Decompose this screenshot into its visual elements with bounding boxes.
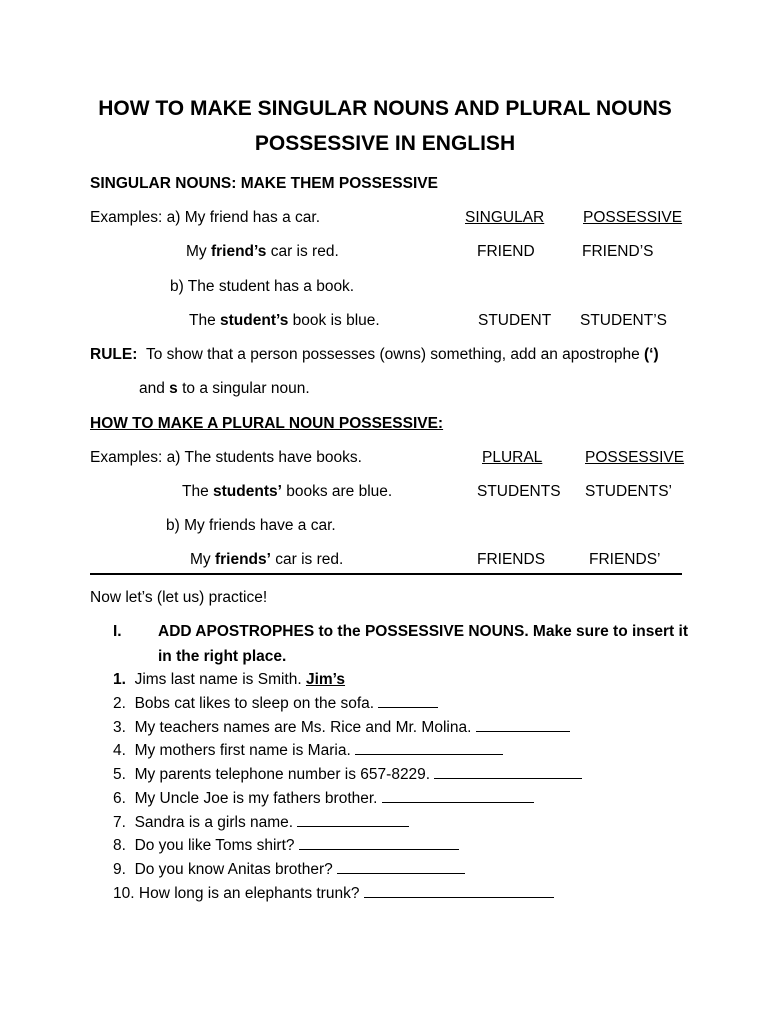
exercise-item xyxy=(113,717,570,738)
text-segment: books are blue. xyxy=(281,483,393,500)
text-segment: My xyxy=(190,551,215,568)
text-segment: The xyxy=(189,312,221,329)
possessive-column-header: POSSESSIVE xyxy=(583,209,683,226)
singular-cell: STUDENT xyxy=(478,312,552,329)
apostrophe-symbol: (‘) xyxy=(644,346,659,363)
singular-heading: SINGULAR NOUNS: MAKE THEM POSSESSIVE xyxy=(90,175,438,192)
rule-label: RULE: xyxy=(90,346,138,363)
plural-column-header: PLURAL xyxy=(482,449,543,466)
exercise-item xyxy=(113,859,465,880)
exercise-item xyxy=(113,740,503,761)
item-text: My mothers first name is Maria. xyxy=(134,742,356,759)
item-text: Bobs cat likes to sleep on the sofa. xyxy=(134,695,379,712)
answer-blank[interactable] xyxy=(382,788,534,803)
rule-line-1 xyxy=(90,345,659,365)
text-segment: car is red. xyxy=(270,551,344,568)
plural-example-b-sentence xyxy=(190,550,343,570)
section-number: I. xyxy=(113,623,122,640)
rule-line-2 xyxy=(139,379,310,399)
item-text: How long is an elephants trunk? xyxy=(138,885,364,902)
exercise-item xyxy=(113,693,438,714)
plural-example-b: b) My friends have a car. xyxy=(166,517,336,534)
text-segment: book is blue. xyxy=(288,312,380,329)
plural-example-a: Examples: a) The students have books. xyxy=(90,449,362,466)
item-text: My teachers names are Ms. Rice and Mr. Molina. xyxy=(134,719,476,736)
singular-example-b: b) The student has a book. xyxy=(170,278,355,295)
letter-s: s xyxy=(169,380,178,397)
exercise-item xyxy=(113,812,409,833)
item-number: 5. xyxy=(113,766,126,783)
answer-blank[interactable] xyxy=(337,859,465,874)
page-subtitle: POSSESSIVE IN ENGLISH xyxy=(254,132,516,155)
plural-cell: STUDENTS xyxy=(477,483,561,500)
possessive-word: friends’ xyxy=(214,551,271,568)
answer-blank[interactable] xyxy=(355,740,503,755)
possessive-cell: FRIEND’S xyxy=(582,243,654,260)
text-segment: My xyxy=(186,243,211,260)
plural-cell: FRIENDS xyxy=(477,551,546,568)
possessive-cell: STUDENTS’ xyxy=(585,483,672,500)
item-number: 4. xyxy=(113,742,126,759)
possessive-word: student’s xyxy=(220,312,289,329)
exercise-item xyxy=(113,788,534,809)
item-text: My Uncle Joe is my fathers brother. xyxy=(134,790,382,807)
item-number: 7. xyxy=(113,814,126,831)
item-number: 9. xyxy=(113,861,126,878)
singular-example-a-sentence xyxy=(186,242,339,262)
exercise-item xyxy=(113,764,582,785)
answer-blank[interactable] xyxy=(476,717,570,732)
text-segment: The xyxy=(182,483,214,500)
exercise-item xyxy=(113,670,345,690)
possessive-cell: FRIENDS’ xyxy=(589,551,661,568)
practice-intro: Now let’s (let us) practice! xyxy=(90,589,268,606)
page-title: HOW TO MAKE SINGULAR NOUNS AND PLURAL NOUNS xyxy=(98,97,672,120)
example-answer: Jim’s xyxy=(305,671,346,688)
singular-example-b-sentence xyxy=(189,311,380,331)
section-title-continued: in the right place. xyxy=(158,648,287,665)
item-text: Sandra is a girls name. xyxy=(134,814,298,831)
rule-text: To show that a person possesses (owns) something, add an apostrophe xyxy=(145,346,644,363)
plural-example-a-sentence xyxy=(182,482,392,502)
text-segment: to a singular noun. xyxy=(177,380,310,397)
section-title: ADD APOSTROPHES to the POSSESSIVE NOUNS. Make sure to insert it xyxy=(158,623,688,640)
item-text: My parents telephone number is 657-8229. xyxy=(134,766,435,783)
possessive-word: students’ xyxy=(213,483,282,500)
item-number: 8. xyxy=(113,837,126,854)
possessive-word: friend’s xyxy=(210,243,267,260)
plural-heading: HOW TO MAKE A PLURAL NOUN POSSESSIVE: xyxy=(90,415,444,432)
item-number: 2. xyxy=(113,695,126,712)
item-number: 6. xyxy=(113,790,126,807)
exercise-item xyxy=(113,883,554,904)
answer-blank[interactable] xyxy=(378,693,438,708)
item-text: Jims last name is Smith. xyxy=(134,671,306,688)
possessive-cell: STUDENT’S xyxy=(580,312,667,329)
answer-blank[interactable] xyxy=(364,883,554,898)
item-number: 1. xyxy=(113,671,126,688)
singular-cell: FRIEND xyxy=(477,243,535,260)
text-segment: car is red. xyxy=(266,243,339,260)
item-text: Do you like Toms shirt? xyxy=(134,837,299,854)
item-text: Do you know Anitas brother? xyxy=(134,861,338,878)
item-number: 10. xyxy=(113,885,135,902)
item-number: 3. xyxy=(113,719,126,736)
section-divider xyxy=(90,573,682,575)
singular-column-header: SINGULAR xyxy=(465,209,545,226)
possessive-column-header: POSSESSIVE xyxy=(585,449,685,466)
exercise-item xyxy=(113,835,459,856)
answer-blank[interactable] xyxy=(434,764,582,779)
answer-blank[interactable] xyxy=(297,812,409,827)
singular-example-a: Examples: a) My friend has a car. xyxy=(90,209,321,226)
text-segment: and xyxy=(139,380,170,397)
answer-blank[interactable] xyxy=(299,835,459,850)
